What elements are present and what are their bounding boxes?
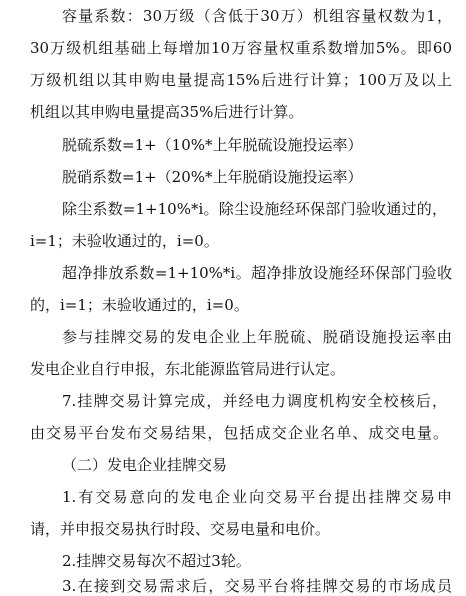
text-line: 脱硫系数=1+（10%*上年脱硫设施投运率）: [62, 136, 363, 154]
text-line: 由交易平台发布交易结果，包括成交企业名单、成交电量。: [30, 424, 448, 442]
text-line: 发电企业自行申报，东北能源监管局进行认定。: [30, 360, 346, 378]
text-line: 7.挂牌交易计算完成，并经电力调度机构安全校核后，: [62, 392, 447, 410]
text-line: 的，i=1；未验收通过的，i=0。: [30, 296, 249, 314]
text-line: 万级机组以其申购电量提高15%后进行计算；100万及以上: [30, 71, 452, 89]
text-line: 机组以其申购电量提高35%后进行计算。: [30, 103, 304, 121]
text-line: 容量系数：30万级（含低于30万）机组容量权数为1，: [62, 7, 452, 25]
text-line: 1.有交易意向的发电企业向交易平台提出挂牌交易申: [62, 488, 452, 506]
text-line: 30万级机组基础上每增加10万容量权重系数增加5%。即60: [30, 39, 452, 57]
text-line: 参与挂牌交易的发电企业上年脱硫、脱硝设施投运率由: [62, 328, 452, 346]
text-line: 脱硝系数=1+（20%*上年脱硝设施投运率）: [62, 168, 363, 186]
text-line: i=1；未验收通过的，i=0。: [30, 232, 219, 250]
section-heading: （二）发电企业挂牌交易: [62, 456, 228, 474]
text-line: 3.在接到交易需求后，交易平台将挂牌交易的市场成员: [62, 577, 452, 595]
text-line: 2.挂牌交易每次不超过3轮。: [62, 552, 251, 570]
text-line: 请，并申报交易执行时段、交易电量和电价。: [30, 520, 331, 538]
text-line: 除尘系数=1+10%*i。除尘设施经环保部门验收通过的，: [62, 200, 447, 218]
text-line: 超净排放系数=1+10%*i。超净排放设施经环保部门验收: [62, 264, 452, 282]
